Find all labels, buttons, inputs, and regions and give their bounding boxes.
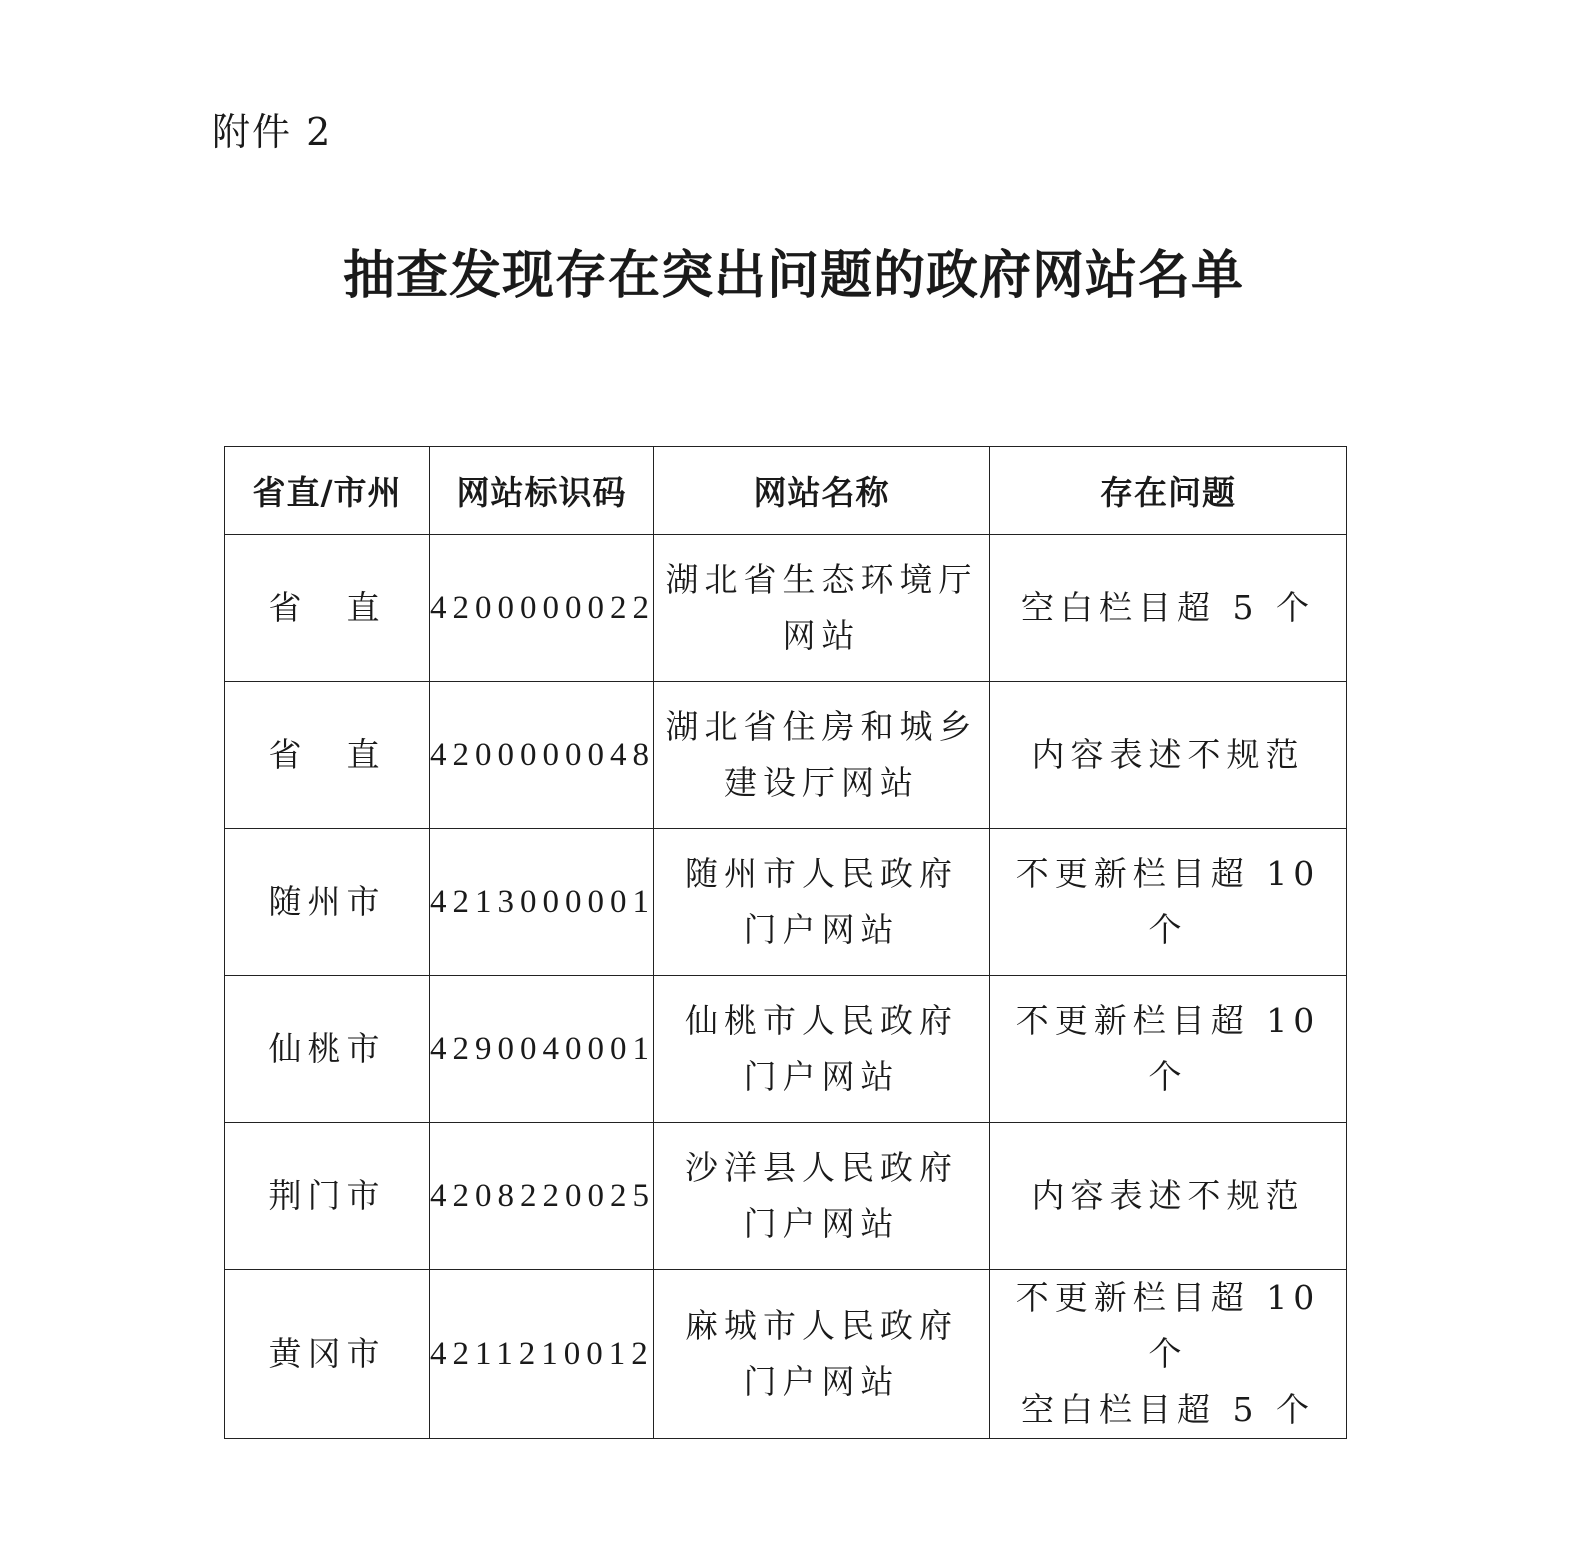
region-cell: 荆门市 xyxy=(225,1123,430,1270)
header-region: 省直/市州 xyxy=(225,447,430,535)
issues-cell xyxy=(990,829,1347,976)
table-row xyxy=(225,1123,1347,1270)
site-code-cell: 4200000048 xyxy=(430,682,654,829)
site-code-cell: 4213000001 xyxy=(430,829,654,976)
header-issues: 存在问题 xyxy=(990,447,1347,535)
site-name-line: 湖北省生态环境厅 xyxy=(665,560,978,599)
site-code-cell: 4211210012 xyxy=(430,1270,654,1439)
site-code-cell: 4208220025 xyxy=(430,1123,654,1270)
site-code-cell: 4200000022 xyxy=(430,535,654,682)
site-name-line: 门户网站 xyxy=(743,910,900,949)
table-row xyxy=(225,535,1347,682)
site-name-line: 门户网站 xyxy=(743,1362,900,1401)
site-name-cell xyxy=(654,535,990,682)
site-name-cell xyxy=(654,976,990,1123)
issues-cell xyxy=(990,976,1347,1123)
table-row xyxy=(225,829,1347,976)
site-name-cell xyxy=(654,682,990,829)
region-cell: 省 直 xyxy=(225,682,430,829)
table-row xyxy=(225,976,1347,1123)
site-name-line: 麻城市人民政府 xyxy=(685,1306,958,1345)
site-name-line: 建设厅网站 xyxy=(724,763,919,802)
issue-line: 不更新栏目超 10 个 xyxy=(1015,1001,1321,1096)
issue-line: 不更新栏目超 10 个 xyxy=(1015,1278,1321,1373)
site-name-line: 仙桃市人民政府 xyxy=(685,1001,958,1040)
region-cell: 黄冈市 xyxy=(225,1270,430,1439)
table-row xyxy=(225,682,1347,829)
site-name-cell xyxy=(654,829,990,976)
issue-line: 内容表述不规范 xyxy=(1031,1176,1305,1215)
issues-cell xyxy=(990,1123,1347,1270)
document-title: 抽查发现存在突出问题的政府网站名单 xyxy=(342,245,1244,306)
site-name-cell xyxy=(654,1270,990,1439)
website-list-table xyxy=(224,446,1347,1439)
header-site-code: 网站标识码 xyxy=(430,447,654,535)
site-code-cell: 4290040001 xyxy=(430,976,654,1123)
attachment-label: 附件 2 xyxy=(212,110,333,154)
issues-cell xyxy=(990,682,1347,829)
issues-cell xyxy=(990,535,1347,682)
site-name-line: 随州市人民政府 xyxy=(685,854,958,893)
site-name-line: 湖北省住房和城乡 xyxy=(665,707,978,746)
region-cell: 仙桃市 xyxy=(225,976,430,1123)
region-cell: 省 直 xyxy=(225,535,430,682)
table-header-row xyxy=(225,447,1347,535)
site-name-line: 门户网站 xyxy=(743,1204,900,1243)
issue-line: 空白栏目超 5 个 xyxy=(1021,1390,1315,1429)
site-name-line: 门户网站 xyxy=(743,1057,900,1096)
site-name-line: 网站 xyxy=(782,616,861,655)
header-site-name: 网站名称 xyxy=(654,447,990,535)
issue-line: 空白栏目超 5 个 xyxy=(1021,588,1315,627)
site-name-line: 沙洋县人民政府 xyxy=(685,1148,958,1187)
region-cell: 随州市 xyxy=(225,829,430,976)
issues-cell xyxy=(990,1270,1347,1439)
issue-line: 内容表述不规范 xyxy=(1031,735,1305,774)
table-row xyxy=(225,1270,1347,1439)
issue-line: 不更新栏目超 10 个 xyxy=(1015,854,1321,949)
site-name-cell xyxy=(654,1123,990,1270)
